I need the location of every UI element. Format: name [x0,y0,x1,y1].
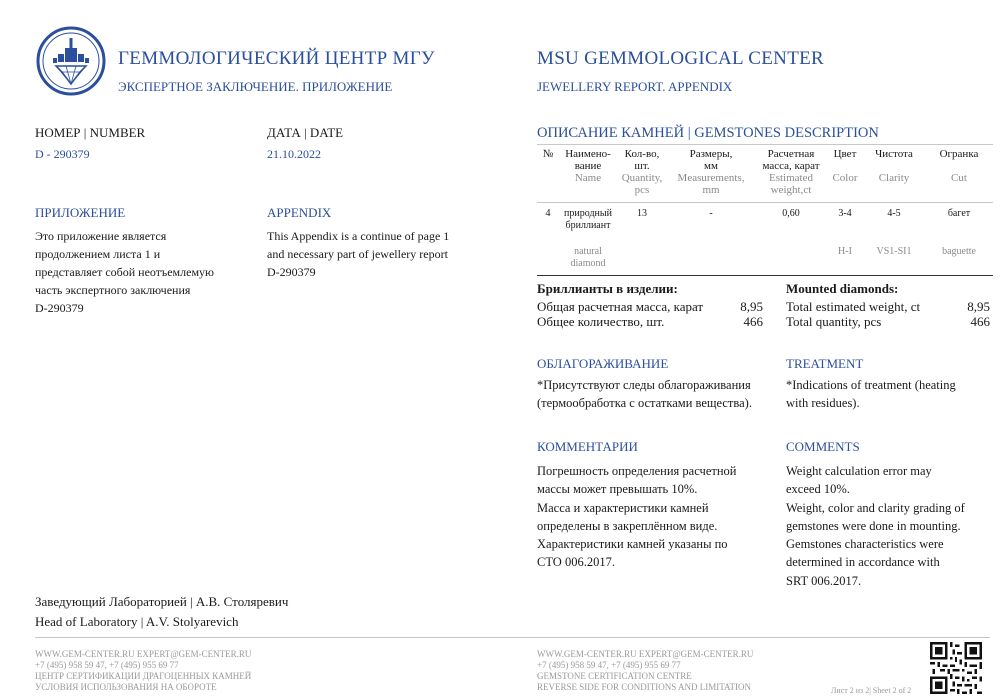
comments-heading-ru: КОММЕНТАРИИ [537,439,638,454]
col-measurements: Размеры, мм [689,148,733,172]
treatment-text-en: *Indications of treatment (heating with residues). [786,378,956,411]
signature-ru: Заведующий Лабораторией | А.В. Столяревич [35,594,289,609]
date-label: ДАТА | DATE [267,125,344,140]
footer-right: WWW.GEM-CENTER.RU EXPERT@GEM-CENTER.RU +7 (495) 958 59 47, +7 (495) 955 69 77 GEMSTONE CERTIFICATION CENTRE REVERSE SIDE FOR CONDITIONS AND LIMITATION [537,649,754,692]
col-weight: Расчетная масса, карат [762,148,820,172]
appendix-text-ru: Это приложение является продолжением листа 1 и представляет собой неотъемлемую часть экспертного заключения D-290379 [35,229,215,315]
appendix-text-en: This Appendix is a continue of page 1 and necessary part of jewellery report D-290379 [267,229,450,279]
title-en: MSU GEMMOLOGICAL CENTER [537,48,824,69]
table-header-ru [537,148,993,172]
treatment-text-ru: *Присутствуют следы облагораживания (термообработка с остатками вещества). [537,378,752,411]
summary-heading-ru: Бриллианты в изделии: [537,281,678,296]
treatment-heading-en: TREATMENT [786,356,864,371]
table-row: 4 природный бриллиант 13 - 0,60 3-4 4-5 багет [545,208,971,231]
footer-divider [35,637,990,638]
summary-en: Mounted diamonds: Total estimated weight, ct 8,95 Total quantity, pcs 466 [786,281,990,329]
col-color: Цвет [833,148,857,160]
summary-ru: Бриллианты в изделии: Общая расчетная масса, карат 8,95 Общее количество, шт. 466 [537,281,763,329]
comments-text-en: Weight calculation error may exceed 10%. Weight, color and clarity grading of gemstones were done in mounting. Gemstones characteristics were determined in accordance with SRT 006.2017. [786,464,965,588]
summary-heading-en: Mounted diamonds: [786,281,899,296]
comments-text-ru: Погрешность определения расчетной массы может превышать 10%. Масса и характеристики камней определены в закреплённом виде. Характеристики камней указаны по СТО 006.2017. [537,464,737,570]
gemstones-heading: ОПИСАНИЕ КАМНЕЙ | GEMSTONES DESCRIPTION [537,125,879,141]
appendix-heading-en: APPENDIX [267,205,332,220]
table-header-en: Name Quantity, pcs Measurements, mm Estimated weight,ct Color Clarity Cut [574,172,967,196]
number-value: D - 290379 [35,147,90,161]
subtitle-en: JEWELLERY REPORT. APPENDIX [537,79,733,94]
footer-left: WWW.GEM-CENTER.RU EXPERT@GEM-CENTER.RU +7 (495) 958 59 47, +7 (495) 955 69 77 ЦЕНТР СЕРТИФИКАЦИИ ДРАГОЦЕННЫХ КАМНЕЙ УСЛОВИЯ ИСПОЛЬЗОВАНИЯ НА ОБОРОТЕ [35,649,252,692]
col-name: Наимено- вание [565,148,611,172]
comments-heading-en: COMMENTS [786,439,860,454]
appendix-heading-ru: ПРИЛОЖЕНИЕ [35,205,126,220]
qr-code-icon [930,642,982,694]
date-value: 21.10.2022 [267,147,321,161]
divider [537,144,993,145]
title-ru: ГЕММОЛОГИЧЕСКИЙ ЦЕНТР МГУ [118,48,435,69]
col-cut: Огранка [939,148,979,160]
col-number: № [542,148,554,160]
subtitle-ru: ЭКСПЕРТНОЕ ЗАКЛЮЧЕНИЕ. ПРИЛОЖЕНИЕ [118,79,393,94]
page-number: Лист 2 из 2| Sheet 2 of 2 [831,686,912,695]
table-row-en: natural diamond H-I VS1-SI1 baguette [570,246,976,269]
gemstones-table [537,148,993,270]
msu-emblem-icon [36,26,106,96]
signature-en: Head of Laboratory | A.V. Stolyarevich [35,614,239,629]
treatment-heading-ru: ОБЛАГОРАЖИВАНИЕ [537,356,669,371]
number-label: НОМЕР | NUMBER [35,125,146,140]
divider [537,275,993,276]
col-quantity: Кол-во, шт. [624,148,660,172]
col-clarity: Чистота [875,148,913,160]
